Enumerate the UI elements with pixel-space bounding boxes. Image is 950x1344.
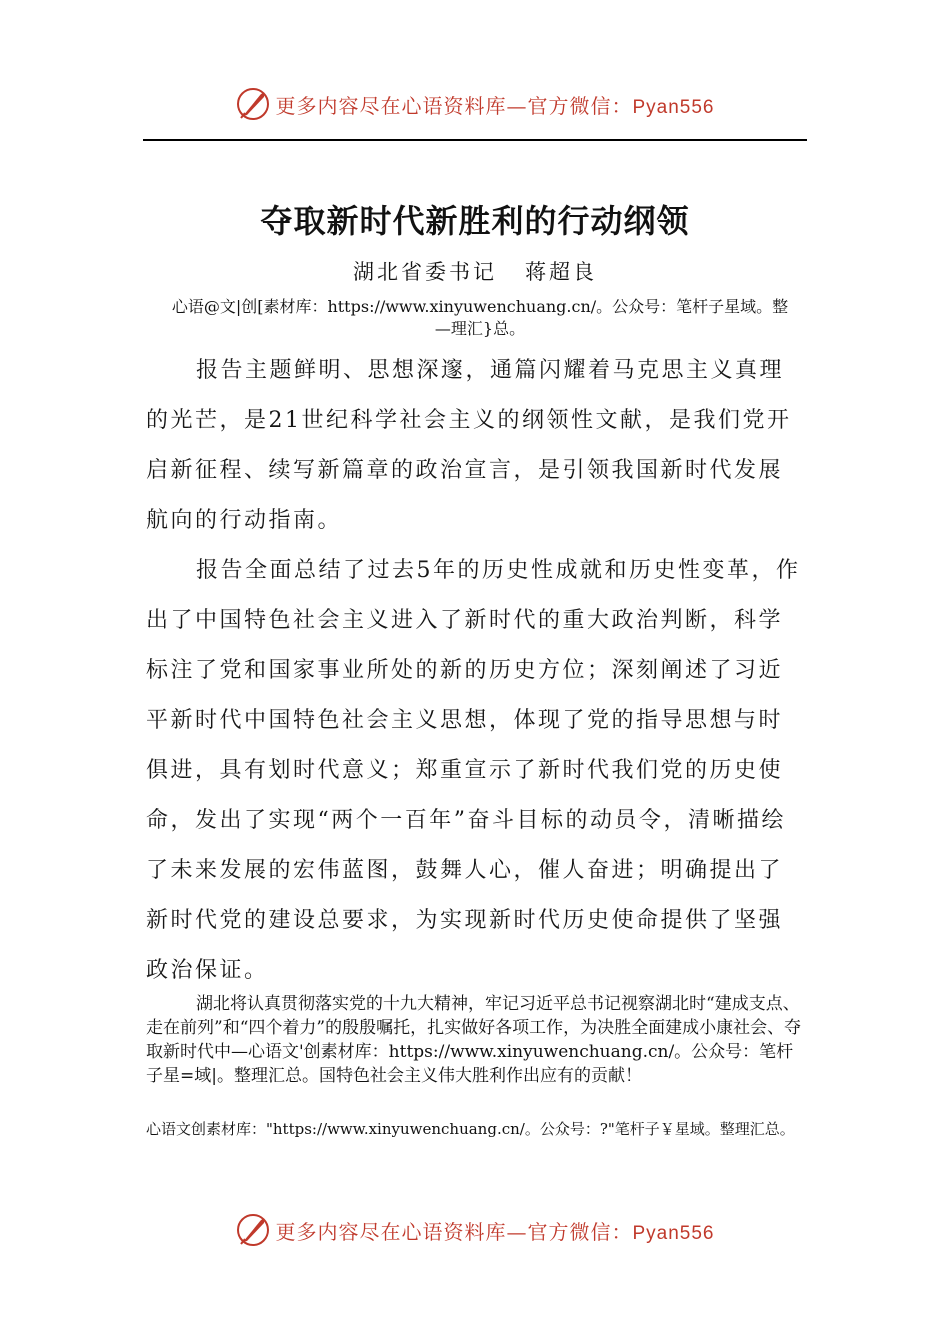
banner-slogan: 更多内容尽在心语资料库—官方微信：: [275, 93, 633, 118]
banner-slogan: 更多内容尽在心语资料库—官方微信：: [275, 1219, 633, 1244]
banner-wechat-id: Pyan556: [632, 1222, 715, 1244]
article-author: [0, 256, 950, 286]
body-paragraph-1: 报告主题鲜明、思想深邃，通篇闪耀着马克思主义真理的光芒，是21世纪科学社会主义的纲领性文献，是我们党开启新征程、续写新篇章的政治宣言，是引领我国新时代发展航向的行动指南。: [146, 358, 792, 533]
article-title: 夺取新时代新胜利的行动纲领: [260, 202, 690, 240]
quill-pen-logo-icon: [235, 1212, 271, 1248]
banner-text: [275, 1216, 714, 1245]
quill-pen-logo-icon: [235, 86, 271, 122]
header-divider: [143, 139, 807, 141]
author-role: 湖北省委书记: [353, 260, 497, 284]
watermark-note-bottom: 心语文创素材库："https://www.xinyuwenchuang.cn/。公众号：?"笔杆子￥星域。整理汇总。: [146, 1120, 795, 1138]
banner-wechat-id: Pyan556: [632, 96, 715, 118]
banner-text: [275, 90, 714, 119]
author-name: 蒋超良: [525, 260, 597, 284]
watermark-note-top: 心语@文|创[素材库：https://www.xinyuwenchuang.cn/。公众号：笔杆子星域。整—理汇}总。: [171, 297, 789, 338]
footer-banner: [0, 1208, 950, 1252]
header-banner: [0, 82, 950, 126]
body-paragraph-2: 报告全面总结了过去5年的历史性成就和历史性变革，作出了中国特色社会主义进入了新时代的重大政治判断，科学标注了党和国家事业所处的新的历史方位；深刻阐述了习近平新时代中国特色社会主义思想，体现了党的指导思想与时俱进，具有划时代意义；郑重宣示了新时代我们党的历史使命，发出了实现“两个一百年”奋斗目标的动员令，清晰描绘了未来发展的宏伟蓝图，鼓舞人心，催人奋进；明确提出了新时代党的建设总要求，为实现新时代历史使命提供了坚强政治保证。: [146, 558, 801, 983]
body-paragraph-3: 湖北将认真贯彻落实党的十九大精神，牢记习近平总书记视察湖北时“建成支点、走在前列”和“四个着力”的殷殷嘱托，扎实做好各项工作，为决胜全面建成小康社会、夺取新时代中—心语文'创素材库：https://www.xinyuwenchuang.cn/。公众号：笔杆子星=域|。整理汇总。国特色社会主义伟大胜利作出应有的贡献！: [146, 994, 802, 1086]
